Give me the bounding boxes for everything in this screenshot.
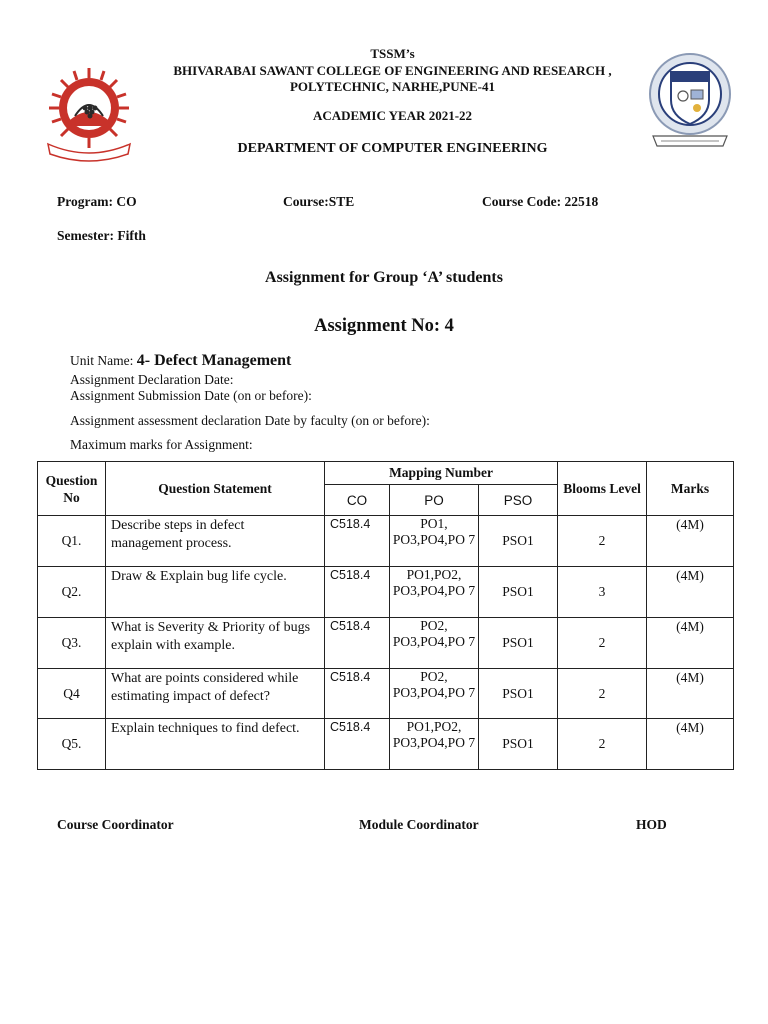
po-cell: PO2, PO3,PO4,PO 7 [390, 669, 479, 719]
question-statement: Describe steps in defect management process. [106, 516, 325, 567]
blooms-cell: 2 [558, 516, 647, 567]
submission-date: Assignment Submission Date (on or before): [70, 388, 312, 403]
blooms-cell: 2 [558, 719, 647, 770]
table-row [38, 567, 734, 618]
institute-name: POLYTECHNIC, NARHE,PUNE-41 [289, 79, 495, 94]
marks-cell: (4M) [647, 719, 734, 770]
header-question-statement: Question Statement [106, 462, 325, 516]
pso-cell: PSO1 [479, 618, 558, 669]
header-question-no: Question No [38, 462, 106, 516]
marks-cell: (4M) [647, 567, 734, 618]
question-statement: Draw & Explain bug life cycle. [106, 567, 325, 618]
question-statement: What is Severity & Priority of bugs explain with example. [106, 618, 325, 669]
unit-name-value: 4- Defect Management [136, 352, 292, 369]
po-cell: PO2, PO3,PO4,PO 7 [390, 618, 479, 669]
question-number: Q1. [38, 516, 106, 567]
assignment-table [37, 461, 734, 770]
academic-year: ACADEMIC YEAR 2021-22 [312, 108, 473, 123]
course-coordinator-signature: Course Coordinator [57, 817, 174, 832]
co-cell: C518.4 [325, 669, 390, 719]
department-name: DEPARTMENT OF COMPUTER ENGINEERING [237, 141, 548, 156]
header-co: CO [325, 485, 390, 516]
module-coordinator-signature: Module Coordinator [359, 817, 479, 832]
table-row [38, 669, 734, 719]
table-row [38, 618, 734, 669]
group-title: Assignment for Group ‘A’ students [265, 269, 503, 286]
header-blooms-level: Blooms Level [558, 462, 647, 516]
table-row [38, 719, 734, 770]
sun-emblem-icon [40, 64, 138, 164]
question-number: Q5. [38, 719, 106, 770]
shield-emblem-icon [647, 50, 733, 154]
marks-cell: (4M) [647, 618, 734, 669]
assessment-date: Assignment assessment declaration Date by faculty (on or before): [70, 413, 430, 428]
header-mapping-number: Mapping Number [325, 462, 558, 485]
pso-cell: PSO1 [479, 567, 558, 618]
question-statement: Explain techniques to find defect. [106, 719, 325, 770]
assignment-number: Assignment No: 4 [314, 316, 454, 336]
program-label: Program: CO [57, 194, 137, 209]
co-cell: C518.4 [325, 567, 390, 618]
co-cell: C518.4 [325, 618, 390, 669]
question-number: Q3. [38, 618, 106, 669]
co-cell: C518.4 [325, 516, 390, 567]
course-label: Course:STE [283, 194, 355, 209]
question-statement: What are points considered while estimating impact of defect? [106, 669, 325, 719]
question-number: Q4 [38, 669, 106, 719]
header-pso: PSO [479, 485, 558, 516]
course-code-label: Course Code: 22518 [482, 194, 599, 209]
college-logo-right [647, 50, 733, 154]
co-cell: C518.4 [325, 719, 390, 770]
max-marks: Maximum marks for Assignment: [70, 437, 253, 452]
unit-name-label: Unit Name: [70, 353, 137, 368]
semester-label: Semester: Fifth [57, 228, 146, 243]
hod-signature: HOD [636, 817, 667, 832]
pso-cell: PSO1 [479, 516, 558, 567]
header-marks: Marks [647, 462, 734, 516]
college-logo-left [40, 64, 138, 164]
question-number: Q2. [38, 567, 106, 618]
college-name: BHIVARABAI SAWANT COLLEGE OF ENGINEERING AND RESEARCH , [173, 63, 612, 78]
po-cell: PO1,PO2, PO3,PO4,PO 7 [390, 719, 479, 770]
marks-cell: (4M) [647, 516, 734, 567]
pso-cell: PSO1 [479, 719, 558, 770]
blooms-cell: 2 [558, 669, 647, 719]
table-row [38, 516, 734, 567]
unit-name-line [70, 352, 291, 370]
po-cell: PO1,PO2, PO3,PO4,PO 7 [390, 567, 479, 618]
po-cell: PO1, PO3,PO4,PO 7 [390, 516, 479, 567]
org-name: TSSM’s [370, 46, 415, 61]
pso-cell: PSO1 [479, 669, 558, 719]
marks-cell: (4M) [647, 669, 734, 719]
blooms-cell: 2 [558, 618, 647, 669]
declaration-date: Assignment Declaration Date: [70, 372, 234, 387]
header-po: PO [390, 485, 479, 516]
blooms-cell: 3 [558, 567, 647, 618]
